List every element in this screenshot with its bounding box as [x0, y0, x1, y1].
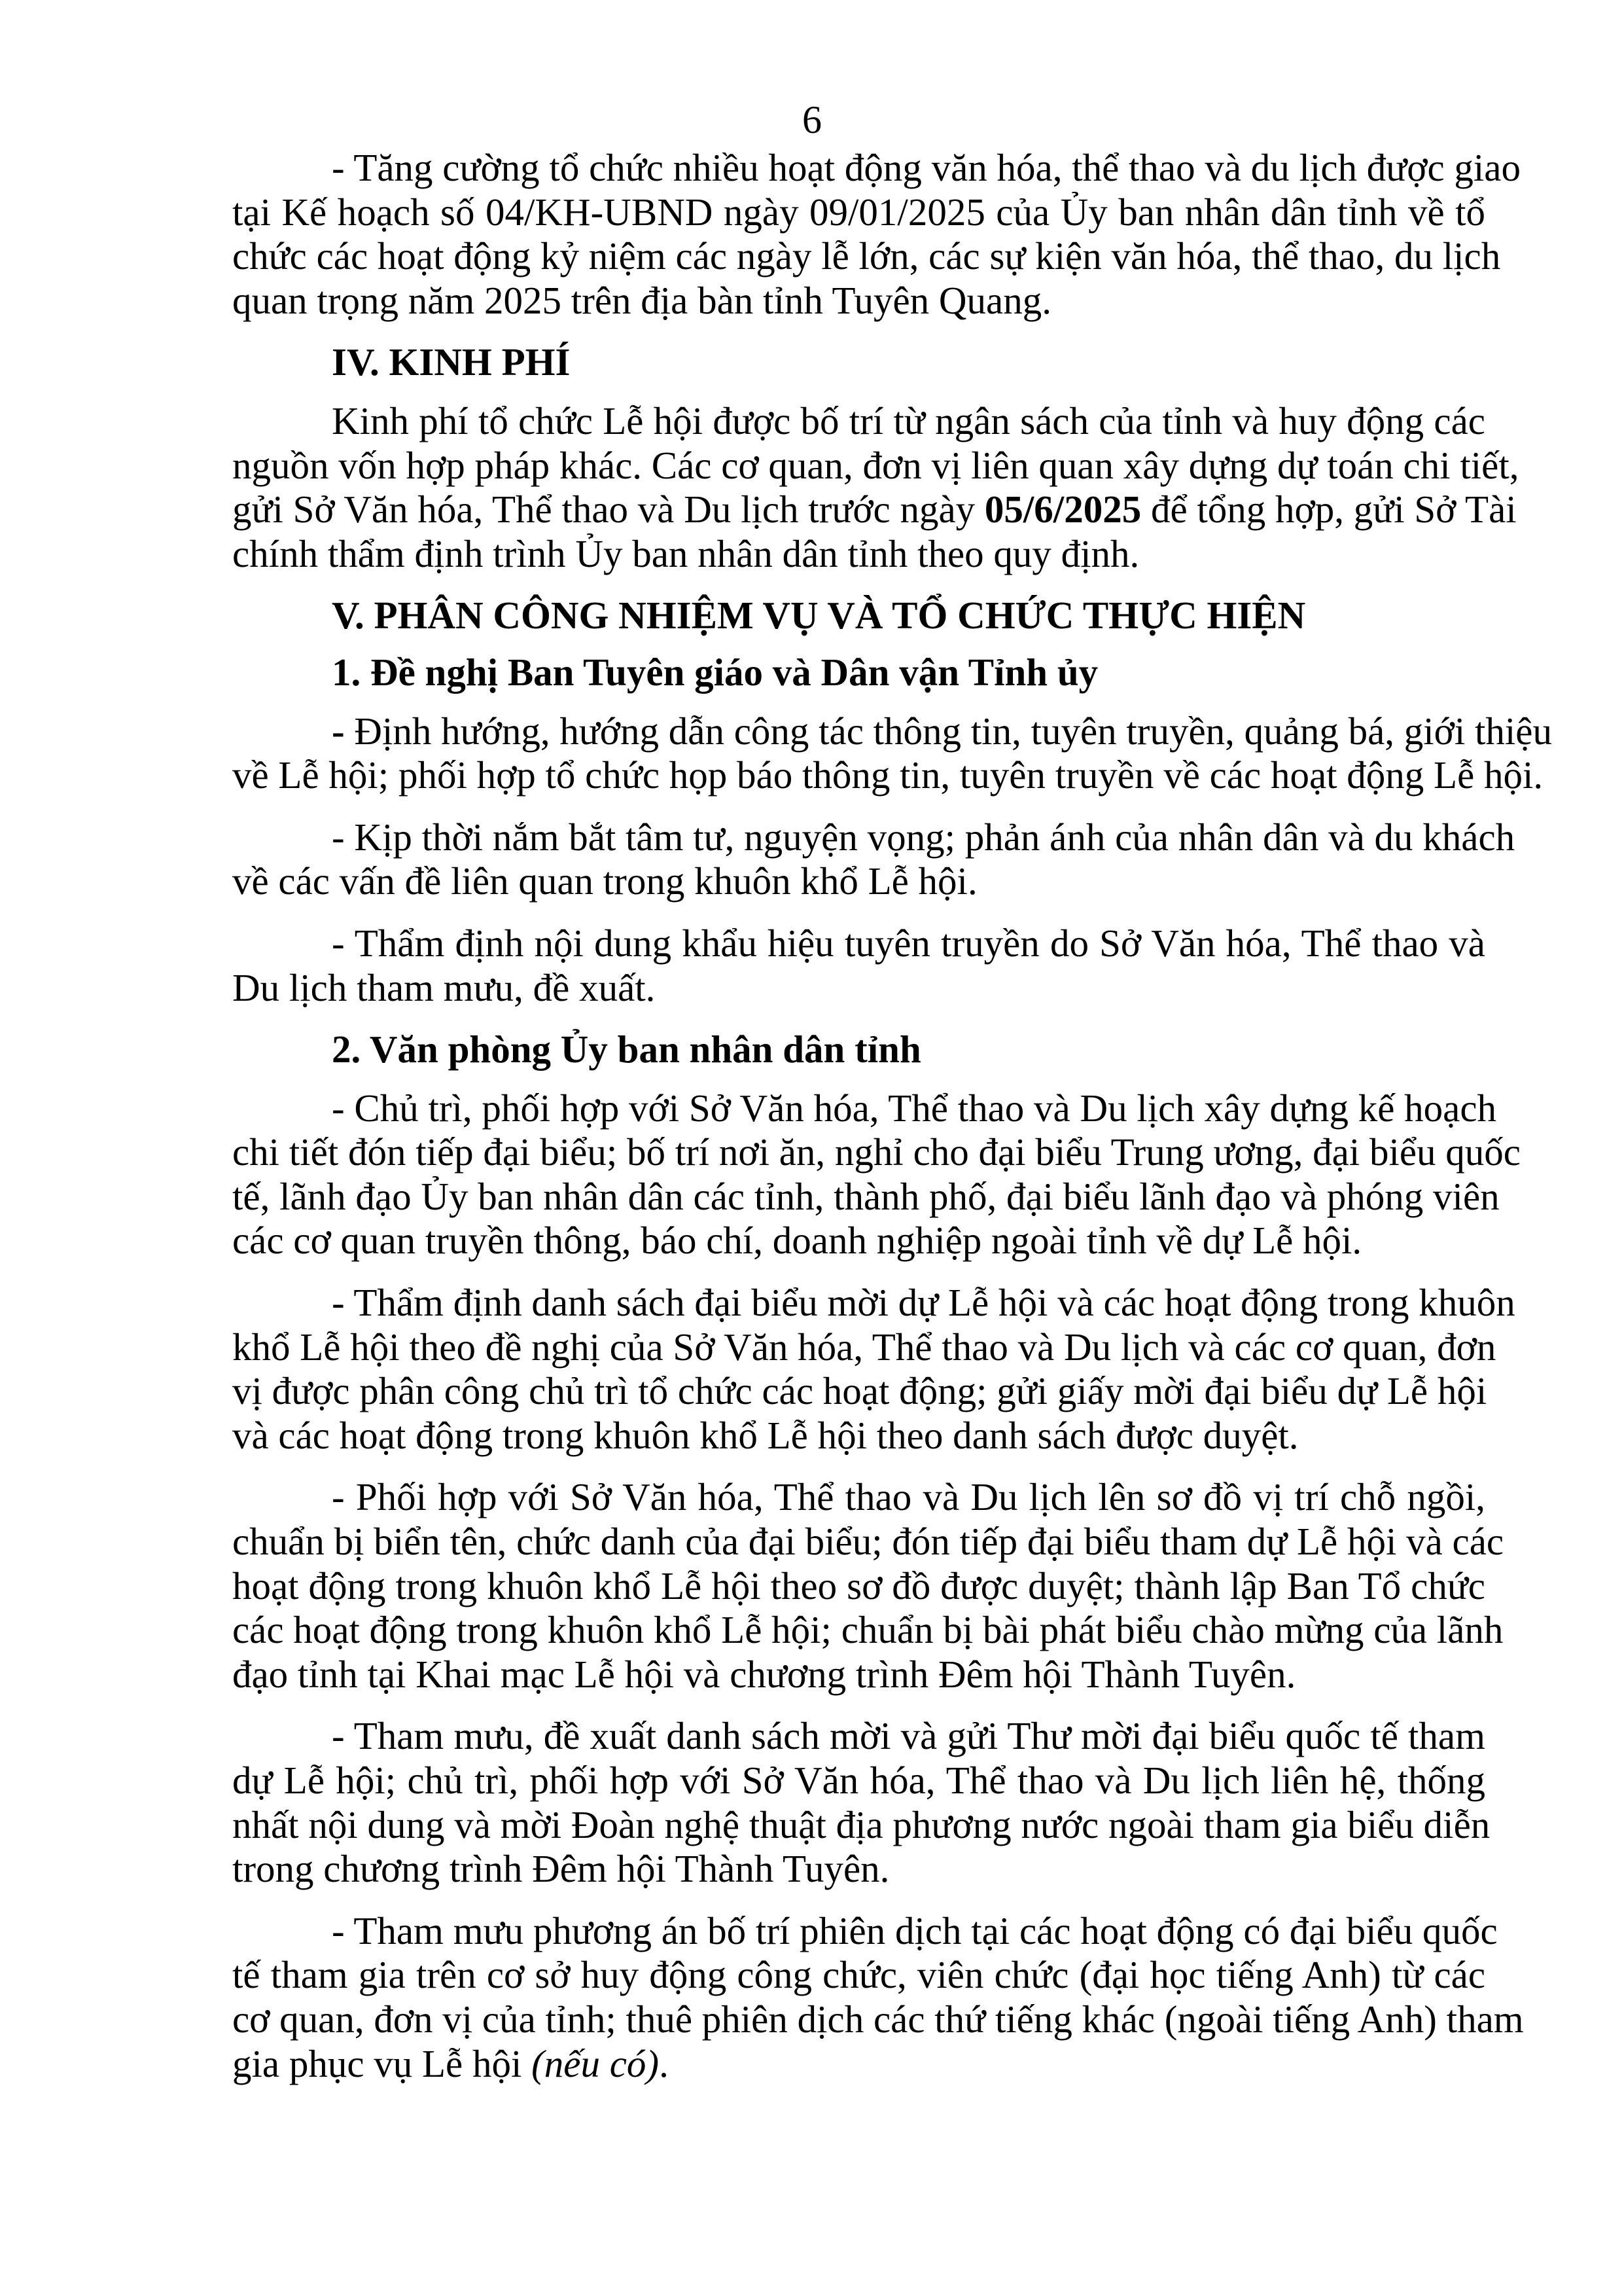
text-line: chi tiết đón tiếp đại biểu; bố trí nơi ăn, nghỉ cho đại biểu Trung ương, đại biểu quốc	[232, 1130, 1521, 1174]
text-line: trong chương trình Đêm hội Thành Tuyên.	[232, 1847, 890, 1891]
text-segment: Định hướng, hướng dẫn công tác thông tin, tuyên truyền, quảng bá, giới thiệu	[344, 709, 1552, 753]
text-line: Du lịch tham mưu, đề xuất.	[232, 965, 656, 1009]
text-line: chuẩn bị biển tên, chức danh của đại biểu; đón tiếp đại biểu tham dự Lễ hội và các	[232, 1520, 1504, 1564]
text-line: - Tăng cường tổ chức nhiều hoạt động văn hóa, thể thao và du lịch được giao	[332, 146, 1521, 189]
section-heading-budget: IV. KINH PHÍ	[332, 340, 571, 384]
text-segment: .	[659, 2041, 669, 2085]
text-line: - Phối hợp với Sở Văn hóa, Thể thao và Du lịch lên sơ đồ vị trí chỗ ngồi,	[332, 1475, 1485, 1519]
list-item	[232, 922, 1485, 1010]
text-line: quan trọng năm 2025 trên địa bàn tỉnh Tuyên Quang.	[232, 278, 1051, 322]
text-line: và các hoạt động trong khuôn khổ Lễ hội theo danh sách được duyệt.	[232, 1413, 1299, 1457]
text-line: - Tham mưu phương án bố trí phiên dịch tại các hoạt động có đại biểu quốc	[332, 1909, 1498, 1952]
section-heading-assignments: V. PHÂN CÔNG NHIỆM VỤ VÀ TỔ CHỨC THỰC HIỆN	[332, 594, 1306, 637]
text-line: chức các hoạt động kỷ niệm các ngày lễ lớn, các sự kiện văn hóa, thể thao, du lịch	[232, 234, 1501, 278]
subsection-heading-provincial-office: 2. Văn phòng Ủy ban nhân dân tỉnh	[332, 1028, 921, 1071]
text-line: các cơ quan truyền thông, báo chí, doanh nghiệp ngoài tỉnh về dự Lễ hội.	[232, 1219, 1362, 1263]
text-segment: gia phục vụ Lễ hội	[232, 2041, 532, 2085]
text-line: các hoạt động trong khuôn khổ Lễ hội; chuẩn bị bài phát biểu chào mừng của lãnh	[232, 1608, 1504, 1652]
list-item	[232, 1909, 1524, 2086]
text-line: Kinh phí tổ chức Lễ hội được bố trí từ ngân sách của tỉnh và huy động các	[332, 399, 1485, 442]
text-line: tế, lãnh đạo Ủy ban nhân dân các tỉnh, thành phố, đại biểu lãnh đạo và phóng viên	[232, 1174, 1500, 1218]
list-item	[232, 815, 1515, 904]
page-number: 6	[802, 98, 822, 141]
list-item	[232, 709, 1552, 798]
list-item	[232, 1086, 1521, 1263]
text-line: - Tham mưu, đề xuất danh sách mời và gửi Thư mời đại biểu quốc tế tham	[332, 1714, 1485, 1758]
document-body	[232, 146, 1552, 2104]
text-line: tại Kế hoạch số 04/KH-UBND ngày 09/01/2025 của Ủy ban nhân dân tỉnh về tổ	[232, 190, 1485, 234]
text-line	[232, 709, 1552, 754]
subsection-heading-propaganda-committee: 1. Đề nghị Ban Tuyên giáo và Dân vận Tỉnh ủy	[332, 650, 1099, 694]
paragraph-cultural-activities	[232, 146, 1521, 323]
text-line: dự Lễ hội; chủ trì, phối hợp với Sở Văn hóa, Thể thao và Du lịch liên hệ, thống	[232, 1759, 1485, 1802]
text-line: vị được phân công chủ trì tổ chức các hoạt động; gửi giấy mời đại biểu dự Lễ hội	[232, 1369, 1487, 1413]
text-line: hoạt động trong khuôn khổ Lễ hội theo sơ đồ được duyệt; thành lập Ban Tổ chức	[232, 1564, 1485, 1607]
list-item	[232, 1281, 1515, 1458]
text-line: khổ Lễ hội theo đề nghị của Sở Văn hóa, Thể thao và Du lịch và các cơ quan, đơn	[232, 1325, 1496, 1369]
text-line: - Thẩm định nội dung khẩu hiệu tuyên truyền do Sở Văn hóa, Thể thao và	[332, 921, 1485, 965]
text-line: về các vấn đề liên quan trong khuôn khổ Lễ hội.	[232, 859, 978, 903]
text-line: cơ quan, đơn vị của tỉnh; thuê phiên dịch các thứ tiếng khác (ngoài tiếng Anh) tham	[232, 1997, 1524, 2041]
text-line: - Kịp thời nắm bắt tâm tư, nguyện vọng; phản ánh của nhân dân và du khách	[332, 815, 1515, 859]
text-line: nhất nội dung và mời Đoàn nghệ thuật địa phương nước ngoài tham gia biểu diễn	[232, 1803, 1491, 1846]
text-segment: để tổng hợp, gửi Sở Tài	[1141, 488, 1517, 531]
text-segment: gửi Sở Văn hóa, Thể thao và Du lịch trước ngày	[232, 488, 985, 531]
text-line: về Lễ hội; phối hợp tổ chức họp báo thông tin, tuyên truyền về các hoạt động Lễ hội.	[232, 753, 1544, 797]
text-line: chính thẩm định trình Ủy ban nhân dân tỉnh theo quy định.	[232, 531, 1140, 575]
italic-note: (nếu có)	[531, 2041, 660, 2085]
list-item	[232, 1475, 1504, 1696]
text-line: - Chủ trì, phối hợp với Sở Văn hóa, Thể thao và Du lịch xây dựng kế hoạch	[332, 1086, 1497, 1130]
text-line: tế tham gia trên cơ sở huy động công chức, viên chức (đại học tiếng Anh) từ các	[232, 1953, 1485, 1997]
bullet-dash: -	[332, 709, 345, 753]
text-line: đạo tỉnh tại Khai mạc Lễ hội và chương trình Đêm hội Thành Tuyên.	[232, 1652, 1296, 1696]
text-line: - Thẩm định danh sách đại biểu mời dự Lễ hội và các hoạt động trong khuôn	[332, 1281, 1515, 1325]
text-line	[232, 2042, 1485, 2087]
text-line-with-deadline	[232, 488, 1517, 532]
text-line: nguồn vốn hợp pháp khác. Các cơ quan, đơn vị liên quan xây dựng dự toán chi tiết,	[232, 443, 1519, 487]
list-item	[232, 1714, 1491, 1891]
paragraph-budget	[232, 399, 1519, 576]
deadline-date: 05/6/2025	[984, 488, 1142, 531]
